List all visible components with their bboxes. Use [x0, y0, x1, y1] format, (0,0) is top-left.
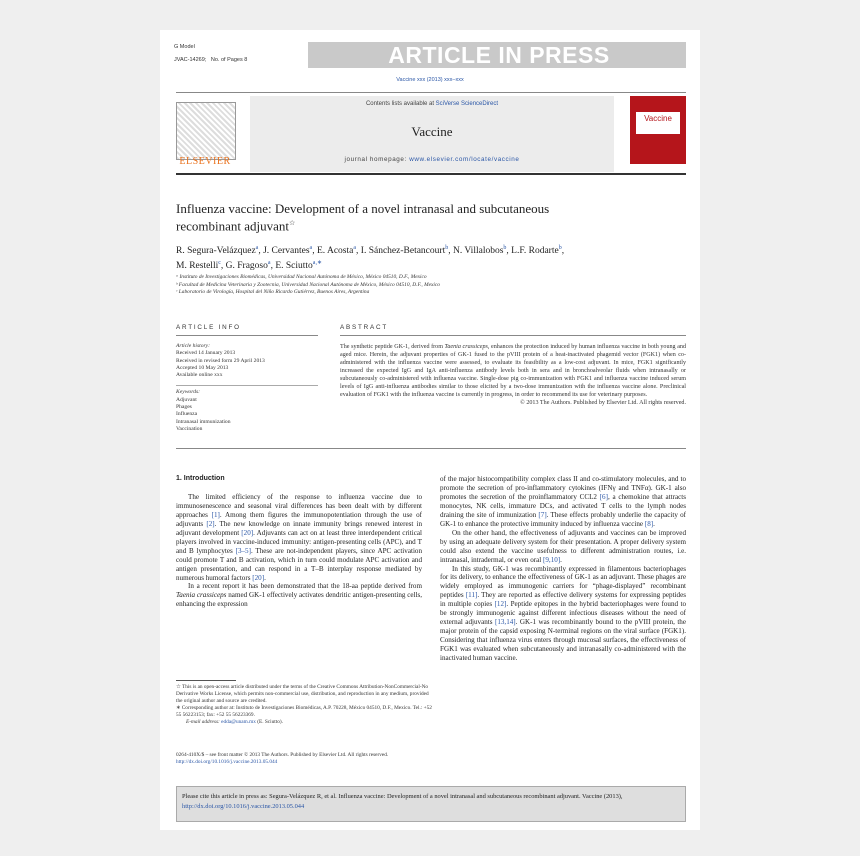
- paragraph: In this study, GK-1 was recombinantly expressed in filamentous bacteriophages for its delivery, to enhance the effectiveness of GK-1 as an adjuvant. These phages are widely employed as immunogenic carriers for “phage-displayed” recombinant peptides [11]. They are reported as effective delivery systems for expressing peptides in multiple copies [12]. Peptide epitopes in the hybrid bacteriophages were found to be strongly immunogenic against different infectious diseases without the need of external adjuvants [13,14]. GK-1 was recombinantly bound to the pVIII protein, the major protein of the capsid exposing N-terminal regions on the viral surface (FGK1). Considering that influenza virus enters through mucosal surfaces, the effectiveness of FGK1 was evaluated when subcutaneously and intranasally co-administered with the inactivated human vaccine.: [440, 564, 687, 663]
- paragraph: In a recent report it has been demonstrated that the 18-aa peptide derived from Taenia crassiceps named GK-1 effectively activates dendritic antigen-presenting cells, enhancing the expression: [176, 582, 423, 609]
- author: M. Restelli: [176, 261, 219, 272]
- sciverse-link[interactable]: SciVerse ScienceDirect: [435, 101, 499, 107]
- cover-title: Vaccine: [644, 114, 672, 123]
- author: J. Cervantes: [263, 246, 310, 257]
- citation-doi-link[interactable]: http://dx.doi.org/10.1016/j.vaccine.2013.05.044: [182, 802, 305, 810]
- paragraph: of the major histocompatibility complex class II and co-stimulatory molecules, and to promote the secretion of pro-inflammatory cytokines (IFNγ and TNFα). GK-1 also promotes the secretion of the proinflammatory CCL2 [6], a chemokine that attracts monocytes, NK cells, immature DCs, and activated T cells to the lymph nodes draining the site of immunization [7]. These effects probably underlie the capacity of GK-1 to enhance the protective immunity induced by influenza vaccine [8].: [440, 475, 687, 528]
- elsevier-wordmark: ELSEVIER: [179, 156, 231, 167]
- email-footnote: E-mail address: edda@unam.mx (E. Sciutto).: [186, 719, 283, 726]
- article-info: [176, 343, 296, 433]
- header-rule: [176, 92, 686, 93]
- article-info-heading: ARTICLE INFO: [176, 324, 241, 331]
- citation-link[interactable]: [7]: [538, 510, 547, 519]
- email-link[interactable]: edda@unam.mx: [221, 719, 256, 726]
- history-item: Available online xxx: [176, 372, 223, 379]
- gmodel-label: G Model: [174, 44, 195, 50]
- issn-line: 0264-410X/$ – see front matter © 2013 The Authors. Published by Elsevier Ltd. All rights reserved.: [176, 752, 389, 758]
- info-divider: [176, 385, 318, 386]
- citation-link[interactable]: [13,14]: [494, 618, 516, 627]
- keyword: Intranasal immunization: [176, 418, 231, 425]
- history-label: Article history:: [176, 343, 211, 349]
- body-left-column: [176, 475, 422, 609]
- corresponding-author-footnote: ∗ Corresponding author at: Instituto de Investigaciones Biomédicas, A.P. 70228, México 04510, D.F., Mexico. Tel.: +52 55 56223153; fax: +52 55 56223369.: [176, 705, 432, 719]
- abstract-text: The synthetic peptide GK-1, derived from Taenia crassiceps, enhances the protection induced by human influenza vaccine in both young and aged mice. Herein, the adjuvant properties of GK-1 fused to the pVIII protein of a heat-inactivated phagemid vector (FGK1) when co-administered with the influenza vaccine were assessed, to evaluate its feasibility as a low-cost adjuvant. In mice, FGK1 significantly increased the expected IgG and IgA anti-influenza antibody levels both in sera and in bronchoalveolar fluids when intranasally or subcutaneously co-administered with influenza vaccine. Single-dose pig co-immunization with FGK1 and influenza vaccine induced serum levels of IgG anti-influenza antibodies similar to those elicited by a two-dose immunization with the influenza vaccine alone. Preclinical evaluation of FGK1 with the influenza vaccine is currently in progress, in order to recommend its use for veterinary purposes. © 2013 The Authors. Published by Elsevier Ltd. All rights reserved.: [340, 344, 686, 406]
- issn-block: [176, 752, 526, 766]
- keyword: Vaccination: [176, 425, 203, 432]
- citation-text: Please cite this article in press as: Segura-Velázquez R, et al. Influenza vaccine: Development of a novel intranasal and subcutaneous recombinant adjuvant. Vaccine (2013), http://dx.doi.org/10.1016/j.vaccine.2013.05.044: [182, 793, 623, 810]
- journal-name: Vaccine: [411, 124, 453, 139]
- history-item: Accepted 10 May 2013: [176, 364, 229, 371]
- citation-link[interactable]: [1]: [211, 510, 220, 519]
- keyword: Influenza: [176, 411, 198, 418]
- journal-homepage: journal homepage: www.elsevier.com/locate/vaccine: [344, 156, 520, 163]
- masthead-rule: [176, 173, 686, 175]
- abstract-rule: [340, 335, 686, 336]
- citation-link[interactable]: [6]: [599, 492, 608, 501]
- body-right-column: [440, 475, 686, 663]
- citation-link[interactable]: [12]: [494, 600, 507, 609]
- keywords-label: Keywords:: [176, 389, 201, 396]
- open-access-footnote: ☆ This is an open-access article distributed under the terms of the Creative Commons Attribution-NonCommercial-No Derivative Works License, which permits non-commercial use, distribution, and reproduction in any medium, provided the original author and source are credited.: [176, 684, 429, 705]
- author-list: R. Segura-Velázquez$^a$, J. Cervantes$^a$, E. Acosta$^a$, I. Sánchez-Betancourt$^b$, N. Villalobos$^b$, L.F. Rodarte$^b$, M. Restelli$^c$, G. Fragoso$^a$, E. Sciutto$^{a,∗}$: [176, 245, 565, 272]
- author: E. Acosta: [316, 246, 354, 257]
- doi-link[interactable]: http://dx.doi.org/10.1016/j.vaccine.2013.05.044: [176, 759, 278, 765]
- author: G. Fragoso: [225, 261, 268, 272]
- copyright-line: © 2013 The Authors. Published by Elsevier Ltd. All rights reserved.: [520, 400, 686, 406]
- paragraph: On the other hand, the effectiveness of adjuvants and vaccines can be improved by using an adequate delivery system for their presentation. A proper delivery system could also extend the vaccine usefulness to different administration routes, i.e. intranasal, intradermal, or even oral [9,10].: [440, 528, 686, 564]
- author: E. Sciutto: [275, 261, 313, 272]
- citation-link[interactable]: [8]: [644, 519, 654, 528]
- citation-link[interactable]: [11]: [465, 591, 478, 600]
- article-title: Influenza vaccine: Development of a novel intranasal and subcutaneous recombinant adjuvant☆: [176, 201, 550, 234]
- citation-link[interactable]: [20]: [241, 528, 254, 537]
- footnote-rule: [176, 680, 236, 681]
- section-heading-introduction: 1. Introduction: [176, 475, 225, 482]
- footnotes: [176, 684, 434, 727]
- article-in-press-label: ARTICLE IN PRESS: [388, 42, 610, 68]
- citation-link[interactable]: [3–5]: [235, 546, 251, 555]
- vaccine-reference-link[interactable]: Vaccine xxx (2013) xxx–xxx: [396, 77, 464, 83]
- author: N. Villalobos: [452, 246, 504, 257]
- keyword: Phages: [176, 404, 192, 411]
- history-item: Received in revised form 29 April 2013: [176, 357, 265, 364]
- jvac-code: JVAC-14269; No. of Pages 8: [174, 57, 248, 63]
- article-page: [160, 30, 700, 830]
- abstract-heading: ABSTRACT: [340, 324, 388, 331]
- contents-line: Contents lists available at SciVerse ScienceDirect: [365, 101, 499, 107]
- citation-link[interactable]: [20]: [252, 573, 265, 582]
- elsevier-tree-logo: [176, 102, 236, 160]
- paragraph: The limited efficiency of the response to influenza vaccine due to immunosenescence and seasonal viral differences has been dealt with by different approaches [1]. Among them figures the immunopotentiation through the use of adjuvants [2]. The new knowledge on innate immunity brings renewed interest in adjuvant development [20]. Adjuvants can act on at least three interdependent critical players involved in vaccine-induced immunity: antigen-presenting cells (APC), and T and B lymphocytes [3–5]. These are not-independent players, since APC activation could promote T and B activation, which in turn could modulate APC activation and antigen presentation, and can respond in a T–B interplay response mediated by numerous humoral factors [20].: [176, 492, 423, 582]
- keyword: Adjuvant: [176, 396, 197, 403]
- author: L.F. Rodarte: [511, 246, 559, 257]
- affiliation-a: ᵃ Instituto de Investigaciones Biomédicas, Universidad Nacional Autónoma de México, México 04510, D.F., Mexico: [176, 274, 427, 280]
- info-rule: [176, 335, 318, 336]
- affiliations: [176, 274, 676, 297]
- affiliation-b: ᵇ Facultad de Medicina Veterinaria y Zootecnia, Universidad Nacional Autónoma de México, México 04510, D.F., Mexico: [176, 281, 440, 288]
- history-item: Received 14 January 2013: [176, 350, 236, 357]
- citation-link[interactable]: [2]: [206, 519, 215, 528]
- abstract-bottom-rule: [176, 448, 686, 449]
- author: I. Sánchez-Betancourt: [360, 246, 446, 257]
- author: R. Segura-Velázquez: [176, 246, 256, 257]
- affiliation-c: ᶜ Laboratorio de Virología, Hospital del Niño Ricardo Gutiérrez, Buenos Aires, Argentina: [176, 289, 370, 295]
- homepage-link[interactable]: www.elsevier.com/locate/vaccine: [409, 156, 520, 163]
- citation-link[interactable]: [9,10]: [543, 555, 561, 564]
